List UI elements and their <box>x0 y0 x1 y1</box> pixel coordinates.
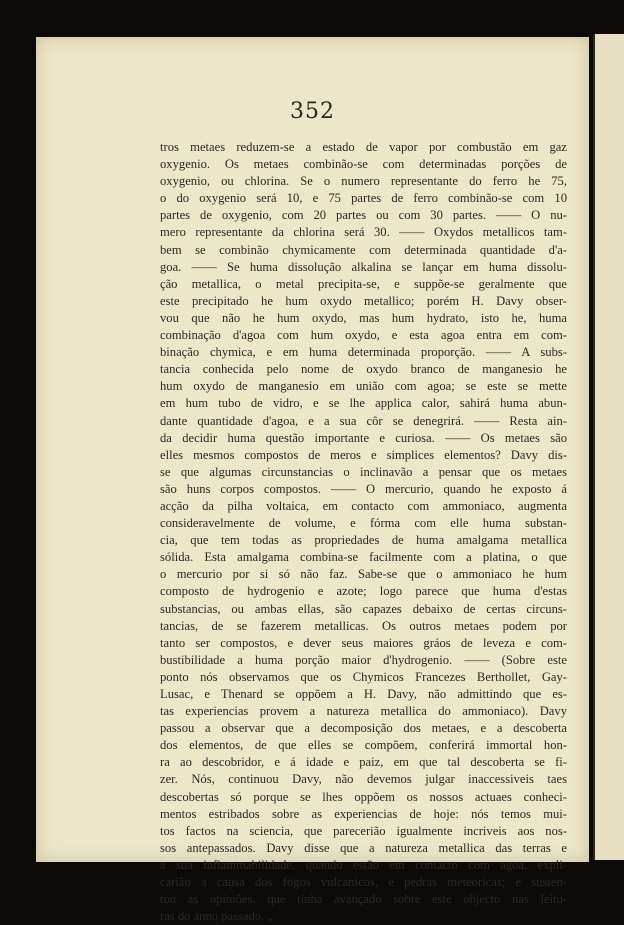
text-line: hum oxydo de manganesio em união com agoa; se este se mette <box>160 379 567 394</box>
text-line: sólida. Esta amalgama combina-se facilmente com a platina, o que <box>160 550 567 565</box>
text-line: tos factos na sciencia, que parecerião igualmente incriveis aos nos- <box>160 823 567 838</box>
text-line: da decidir huma questão importante e curiosa. —— Os metaes são <box>160 430 567 445</box>
text-line: este precipitado he hum oxydo metallico; porém H. Davy obser- <box>160 293 567 308</box>
body-text <box>160 139 567 924</box>
text-line: ção metallica, o metal precipita-se, e suppõe-se geralmente que <box>160 276 567 291</box>
text-line: bem se combinão chymicamente com determinada quantidade d'a- <box>160 242 567 257</box>
text-line: acção da pilha voltaica, em contacto com ammoniaco, augmenta <box>160 498 567 513</box>
next-page-edge <box>593 34 624 860</box>
text-line: mentos estribados sobre as experiencias de hoje: nós temos mui- <box>160 806 567 821</box>
text-line: elles mesmos compostos de meros e simplices elementos? Davy dis- <box>160 447 567 462</box>
text-line: são huns corpos compostos. —— O mercurio, quando he exposto á <box>160 481 567 496</box>
text-line: descobertas só porque se lhes oppõem os nossos actuaes conheci- <box>160 789 567 804</box>
text-line: binação chymica, e em huma determinada proporção. —— A subs- <box>160 345 567 360</box>
text-line: cia, que tem todas as propriedades de huma amalgama metallica <box>160 533 567 548</box>
text-line: composto de hydrogenio e azote; logo parece que huma d'estas <box>160 584 567 599</box>
text-line: Lusac, e Thenard se oppõem a H. Davy, não admittindo que es- <box>160 687 567 701</box>
text-line: ras do anno passado. „ <box>160 909 273 924</box>
page-number: 352 <box>290 99 335 124</box>
text-line: passou a observar que a decomposição dos metaes, e a descoberta <box>160 721 567 736</box>
text-line: oxygenio. Os metaes combinão-se com determinadas porções de <box>160 157 567 172</box>
text-line: substancias, ou ambas ellas, são capazes debaixo de certas circuns- <box>160 601 567 616</box>
text-line: tanto ser compostos, e dever seus maiores gráos de leveza e com- <box>160 635 567 650</box>
text-line: tancia conhecida pelo nome de oxydo branco de manganesio he <box>160 362 567 377</box>
text-line: o do oxygenio será 10, e 75 partes de ferro combinão-se com 10 <box>160 191 567 206</box>
text-line: partes de oxygenio, com 20 partes ou com 30 partes. —— O nu- <box>160 208 567 223</box>
text-line: tros metaes reduzem-se a estado de vapor por combustão em gaz <box>160 140 567 154</box>
text-line: mero representante da chlorina será 30. —— Oxydos metallicos tam- <box>160 225 567 240</box>
text-line: dante quantidade d'agoa, e a sua côr se denegrirá. —— Resta ain- <box>160 413 567 428</box>
text-line: em hum tubo de vidro, e se lhe applica calor, sahirá huma abun- <box>160 396 567 411</box>
text-line: se que algumas circunstancias o inclinavão a pensar que os metaes <box>160 464 567 479</box>
text-line: goa. —— Se huma dissolução alkalina se lançar em huma dissolu- <box>160 259 567 274</box>
text-line: carião a causa dos fógos vulcanicos, e pedras meteoricas; e susten- <box>160 875 567 890</box>
text-line: tou as opiniões, que tinha avançado sobre este objecto nas leitu- <box>160 892 567 907</box>
text-line: consideravelmente de volume, e fórma com elle huma substan- <box>160 516 567 531</box>
text-line: bustibilidade a huma porção maior d'hydrogenio. —— (Sobre este <box>160 652 567 667</box>
text-line: tas experiencias provem a natureza metallica do ammoniaco). Davy <box>160 704 567 719</box>
text-line: vou que não he hum oxydo, mas hum hydrato, isto he, huma <box>160 310 567 325</box>
text-line: oxygenio, ou chlorina. Se o numero representante do ferro he 75, <box>160 174 567 189</box>
text-line: zer. Nós, continuou Davy, não devemos julgar inaccessiveis taes <box>160 772 567 787</box>
text-line: ponto nós observamos que os Chymicos Francezes Berthollet, Gay- <box>160 669 567 684</box>
text-line: sos antepassados. Davy disse que a natureza metallica das terras e <box>160 840 567 855</box>
text-line: ra ao descobridor, e á idade e paiz, em que tal descoberta se fi- <box>160 755 567 770</box>
text-line: o mercurio por si só não faz. Sabe-se que o ammoniaco he hum <box>160 567 567 582</box>
text-line: tancias, de se fazerem metallicas. Os outros metaes podem por <box>160 618 567 633</box>
text-line: combinação d'agoa com hum oxydo, e esta agoa entra em com- <box>160 328 567 343</box>
text-line: dos elementos, de que elles se compõem, conferirá immortal hon- <box>160 738 567 753</box>
book-page <box>36 37 589 924</box>
text-line: a sua inflammabilidade, quando estão em contacto com agoa, expli- <box>160 857 567 872</box>
